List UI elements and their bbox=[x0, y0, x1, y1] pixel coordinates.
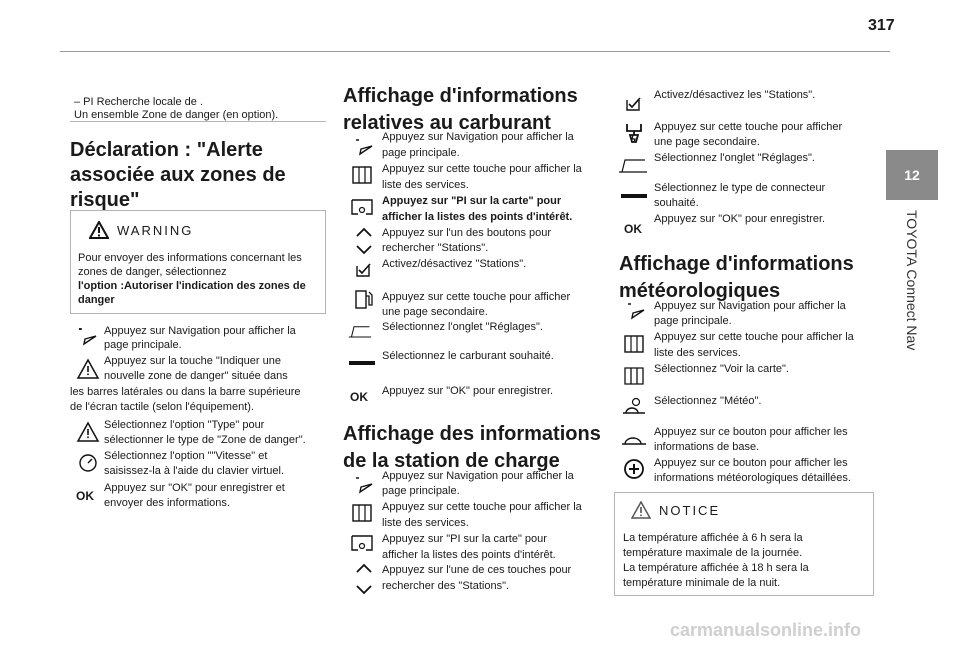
checkbox-icon bbox=[622, 92, 646, 114]
notice-text: température maximale de la journée. bbox=[623, 547, 803, 559]
step-text: Appuyez sur cette touche pour afficher bbox=[654, 121, 843, 133]
step-text: Appuyez sur Navigation pour afficher la bbox=[382, 470, 574, 482]
step-text: une page secondaire. bbox=[382, 306, 488, 318]
step-text: page principale. bbox=[104, 339, 182, 351]
step-text: liste des services. bbox=[382, 179, 469, 191]
intro-line: – PI Recherche locale de . bbox=[74, 96, 204, 108]
step-text: Appuyez sur cette touche pour afficher la bbox=[382, 163, 582, 175]
step-text: afficher la listes des points d'intérêt. bbox=[382, 211, 573, 223]
step-text: informations de base. bbox=[654, 441, 760, 453]
notice-box bbox=[614, 492, 874, 596]
chapter-tab[interactable]: 12 bbox=[886, 150, 938, 200]
notice-text: température minimale de la nuit. bbox=[623, 577, 781, 589]
navigation-arrow-icon bbox=[76, 326, 100, 348]
step-text: Appuyez sur cette touche pour afficher la bbox=[382, 501, 582, 513]
step-text: Appuyez sur l'une de ces touches pour bbox=[382, 564, 572, 576]
step-text: page principale. bbox=[382, 147, 460, 159]
step-text: Appuyez sur "PI sur la carte" pour bbox=[382, 533, 547, 545]
bar-icon bbox=[348, 353, 376, 375]
step-text: Appuyez sur "OK" pour enregistrer et bbox=[104, 482, 285, 494]
warning-box bbox=[70, 210, 326, 314]
step-text: envoyer des informations. bbox=[104, 497, 230, 509]
step-text: Appuyez sur cette touche pour afficher bbox=[382, 291, 571, 303]
footer-watermark: carmanualsonline.info bbox=[670, 620, 862, 640]
ok-icon: OK bbox=[624, 222, 642, 236]
ok-icon: OK bbox=[350, 390, 368, 404]
section-title-weather: Affichage d'informations météorologiques bbox=[619, 253, 854, 302]
step-text: rechercher "Stations". bbox=[382, 242, 489, 254]
bar-icon bbox=[620, 186, 648, 208]
warning-text: l'option :Autoriser l'indication des zones de bbox=[78, 280, 306, 292]
page-number: 317 bbox=[868, 17, 895, 34]
chevron-down-icon bbox=[352, 238, 376, 260]
info-icon bbox=[620, 428, 648, 450]
step-text: Appuyez sur l'un des boutons pour bbox=[382, 227, 552, 239]
warning-triangle-icon bbox=[76, 421, 100, 443]
weather-icon bbox=[620, 395, 648, 417]
step-text: saisissez-la à l'aide du clavier virtuel. bbox=[104, 465, 285, 477]
warning-triangle-icon bbox=[89, 221, 109, 239]
chevron-up-icon bbox=[352, 558, 376, 580]
step-text: souhaité. bbox=[654, 197, 699, 209]
step-text: liste des services. bbox=[382, 517, 469, 529]
step-text: Appuyez sur "OK" pour enregistrer. bbox=[382, 385, 554, 397]
step-text: Sélectionnez le type de connecteur bbox=[654, 182, 826, 194]
step-text: Activez/désactivez les "Stations". bbox=[654, 89, 816, 101]
navigation-arrow-icon bbox=[624, 300, 648, 322]
warning-label: WARNING bbox=[117, 222, 194, 238]
step-text: sélectionner le type de "Zone de danger". bbox=[104, 434, 306, 446]
map-icon bbox=[622, 365, 646, 387]
checkbox-icon bbox=[352, 258, 376, 280]
poi-map-icon bbox=[350, 196, 374, 218]
step-text: Sélectionnez l'option "Type" pour bbox=[104, 419, 265, 431]
step-text: Activez/désactivez "Stations". bbox=[382, 258, 527, 270]
navigation-arrow-icon bbox=[352, 136, 376, 158]
step-text: Appuyez sur Navigation pour afficher la bbox=[104, 325, 296, 337]
warning-text: zones de danger, sélectionnez bbox=[78, 266, 227, 278]
services-grid-icon bbox=[350, 502, 374, 524]
step-text: Sélectionnez le carburant souhaité. bbox=[382, 350, 554, 362]
step-text: Appuyez sur "OK" pour enregistrer. bbox=[654, 213, 826, 225]
section-title-fuel: Affichage d'informations relatives au carburant bbox=[343, 85, 578, 134]
step-text: Appuyez sur ce bouton pour afficher les bbox=[654, 457, 848, 469]
step-text: Appuyez sur ce bouton pour afficher les bbox=[654, 426, 848, 438]
notice-triangle-icon bbox=[631, 501, 651, 519]
step-text: page principale. bbox=[654, 315, 732, 327]
step-text: de l'écran tactile (selon l'équipement). bbox=[70, 401, 254, 413]
step-text: informations météorologiques détaillées. bbox=[654, 472, 851, 484]
notice-text: La température affichée à 18 h sera la bbox=[623, 562, 809, 574]
charging-plug-icon bbox=[622, 122, 646, 144]
chapter-title: TOYOTA Connect Nav bbox=[904, 210, 920, 351]
step-text: Appuyez sur Navigation pour afficher la bbox=[654, 300, 846, 312]
notice-label: NOTICE bbox=[659, 502, 721, 518]
step-text: Sélectionnez "Météo". bbox=[654, 395, 762, 407]
services-grid-icon bbox=[622, 333, 646, 355]
chevron-down-icon bbox=[352, 578, 376, 600]
section-title-charging: Affichage des informations de la station de charge bbox=[343, 423, 601, 472]
step-text: Sélectionnez l'onglet "Réglages". bbox=[382, 321, 543, 333]
top-rule bbox=[60, 51, 890, 52]
poi-map-icon bbox=[350, 532, 374, 554]
notice-text: La température affichée à 6 h sera la bbox=[623, 532, 803, 544]
intro-line: Un ensemble Zone de danger (en option). bbox=[74, 109, 279, 121]
step-text: Sélectionnez "Voir la carte". bbox=[654, 363, 789, 375]
warning-text: Pour envoyer des informations concernant les bbox=[78, 252, 302, 264]
step-text: Appuyez sur cette touche pour afficher la bbox=[654, 331, 854, 343]
section-title-declaration: Déclaration : "Alerte associée aux zones de risque" bbox=[70, 139, 286, 211]
tab-icon bbox=[348, 320, 372, 342]
step-text: afficher la listes des points d'intérêt. bbox=[382, 549, 556, 561]
step-text: Appuyez sur Navigation pour afficher la bbox=[382, 131, 574, 143]
step-text: Sélectionnez l'option ""Vitesse" et bbox=[104, 450, 268, 462]
step-text: Appuyez sur "PI sur la carte" pour bbox=[382, 195, 562, 207]
step-text: nouvelle zone de danger" située dans bbox=[104, 370, 288, 382]
speed-gauge-icon bbox=[76, 451, 100, 473]
step-text: liste des services. bbox=[654, 347, 741, 359]
services-grid-icon bbox=[350, 164, 374, 186]
navigation-arrow-icon bbox=[352, 474, 376, 496]
warning-text: danger bbox=[78, 294, 115, 306]
step-text: Sélectionnez l'onglet "Réglages". bbox=[654, 152, 815, 164]
step-text: rechercher des "Stations". bbox=[382, 580, 510, 592]
step-text: les barres latérales ou dans la barre supérieure bbox=[70, 386, 301, 398]
step-text: Appuyez sur la touche "Indiquer une bbox=[104, 355, 281, 367]
plus-circle-icon bbox=[622, 458, 646, 480]
tab-icon bbox=[618, 154, 648, 176]
step-text: une page secondaire. bbox=[654, 136, 760, 148]
warning-triangle-icon bbox=[76, 358, 100, 380]
intro-box bbox=[70, 88, 326, 122]
ok-icon: OK bbox=[76, 489, 94, 503]
fuel-pump-icon bbox=[352, 288, 376, 310]
step-text: page principale. bbox=[382, 485, 460, 497]
